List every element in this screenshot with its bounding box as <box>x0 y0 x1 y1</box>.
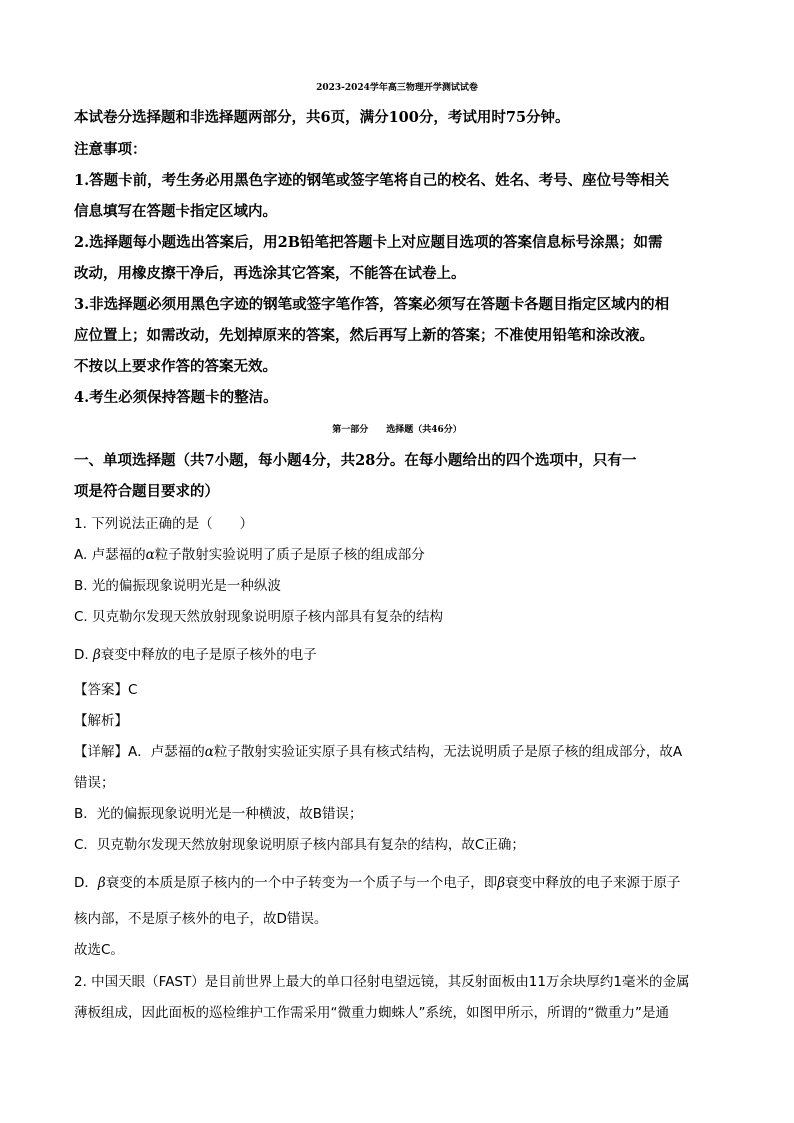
q1-option-c: C. 贝克勒尔发现天然放射现象说明原子核内部具有复杂的结构 <box>74 609 444 625</box>
part-heading: 一、单项选择题（共7小题，每小题4分，共28分。在每小题给出的四个选项中，只有一 <box>74 452 637 469</box>
notice-line: 改动，用橡皮擦干净后，再选涂其它答案，不能答在试卷上。 <box>74 265 466 282</box>
detail-label: 【详解】 <box>74 744 128 760</box>
q1-option-d <box>74 645 317 665</box>
detail-d-mid: 衰变的本质是原子核内的一个中子转变为一个质子与一个电子，即 <box>105 875 498 891</box>
q2-line: 薄板组成，因此面板的巡检维护工作需采用“微重力蜘蛛人”系统，如图甲所示，所谓的“微重力”是通 <box>74 1005 669 1021</box>
option-d-pre: D. <box>74 647 93 663</box>
section-heading: 第一部分 选择题（共46分） <box>332 425 462 435</box>
notice-line: 不按以上要求作答的答案无效。 <box>74 358 277 375</box>
answer-value: C <box>128 682 138 698</box>
q1-detail-c: C．贝克勒尔发现天然放射现象说明原子核内部具有复杂的结构，故C正确； <box>74 837 525 853</box>
notice-line: 信息填写在答题卡指定区域内。 <box>74 203 277 220</box>
option-d-post: 衰变中释放的电子是原子核外的电子 <box>100 647 317 663</box>
notice-line: 4.考生必须保持答题卡的整洁。 <box>74 389 278 406</box>
notice-line: 1.答题卡前，考生务必用黑色字迹的钢笔或签字笔将自己的校名、姓名、考号、座位号等相关 <box>74 172 670 189</box>
notice-line: 2.选择题每小题选出答案后，用2B铅笔把答题卡上对应题目选项的答案信息标号涂黑；如需 <box>74 234 663 251</box>
option-a-post: 粒子散射实验说明了质子是原子核的组成部分 <box>154 547 425 563</box>
page-title: 2023-2024学年高三物理开学测试试卷 <box>316 83 478 93</box>
alpha-symbol: α <box>145 547 155 563</box>
q1-detail-d-cont: 核内部，不是原子核外的电子，故D错误。 <box>74 911 328 927</box>
q1-detail-a-cont: 错误； <box>74 775 115 791</box>
q1-detail-a <box>74 742 682 762</box>
alpha-symbol: α <box>204 744 214 760</box>
beta-symbol: β <box>497 875 506 891</box>
q1-conclusion: 故选C。 <box>74 942 124 958</box>
q1-detail-d <box>74 873 681 893</box>
notice-line: 应位置上；如需改动，先划掉原来的答案，然后再写上新的答案；不准使用铅笔和涂改液。 <box>74 327 654 344</box>
detail-d-post: 衰变中释放的电子来源于原子 <box>505 875 681 891</box>
q1-analysis-label: 【解析】 <box>74 713 128 729</box>
notice-heading: 注意事项： <box>74 141 147 158</box>
option-a-pre: A. 卢瑟福的 <box>74 547 146 563</box>
detail-a-pre: A．卢瑟福的 <box>128 744 205 760</box>
part-heading: 项是符合题目要求的） <box>74 483 219 500</box>
q2-line: 2. 中国天眼（FAST）是目前世界上最大的单口径射电望远镜，其反射面板由11万余块厚约1毫米的金属 <box>74 974 690 990</box>
q1-stem: 1. 下列说法正确的是（ ） <box>74 516 254 532</box>
intro-text: 本试卷分选择题和非选择题两部分，共6页，满分100分，考试用时75分钟。 <box>74 109 570 126</box>
beta-symbol: β <box>92 647 101 663</box>
q1-option-a <box>74 545 425 565</box>
beta-symbol: β <box>97 875 106 891</box>
detail-d-pre: D． <box>74 875 98 891</box>
q1-answer <box>74 680 137 700</box>
notice-line: 3.非选择题必须用黑色字迹的钢笔或签字笔作答，答案必须写在答题卡各题目指定区域内的相 <box>74 296 670 313</box>
answer-label: 【答案】 <box>74 682 128 698</box>
q1-option-b: B. 光的偏振现象说明光是一种纵波 <box>74 578 281 594</box>
q1-detail-b: B．光的偏振现象说明光是一种横波，故B错误； <box>74 806 363 822</box>
detail-a-post: 粒子散射实验证实原子具有核式结构，无法说明质子是原子核的组成部分，故A <box>213 744 683 760</box>
